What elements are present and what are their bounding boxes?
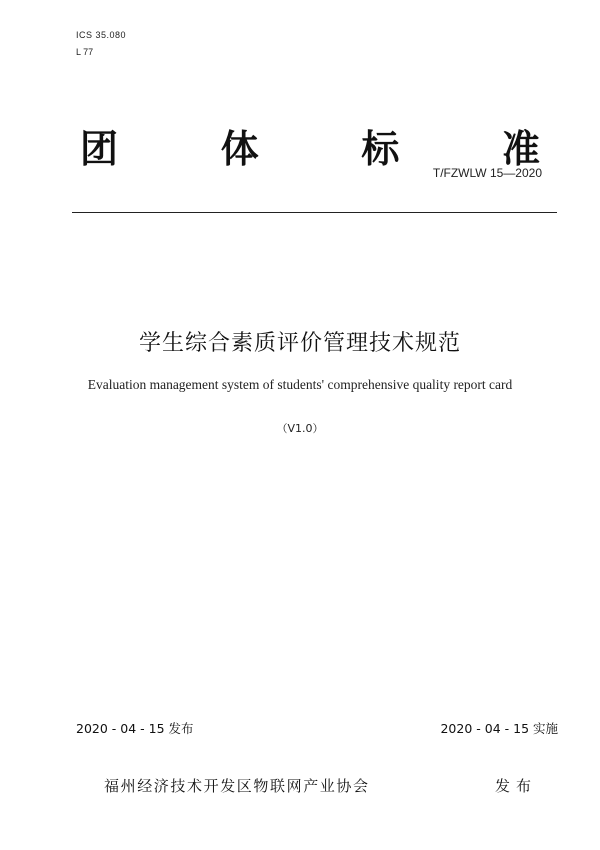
standard-type-heading bbox=[80, 118, 540, 173]
issue-date: 2020 - 04 - 15 发布 bbox=[76, 721, 194, 736]
implementation-date: 2020 - 04 - 15 实施 bbox=[440, 721, 558, 736]
standard-number: T/FZWLW 15—2020 bbox=[432, 166, 542, 180]
document-title-english: Evaluation management system of students' comprehensive quality report card bbox=[87, 377, 513, 392]
header-divider bbox=[72, 212, 557, 213]
publish-label: 发布 bbox=[495, 777, 538, 795]
standard-type-char: 团 bbox=[80, 127, 119, 171]
standard-type-char: 体 bbox=[220, 127, 259, 171]
publisher-name: 福州经济技术开发区物联网产业协会 bbox=[104, 777, 370, 795]
ccs-code: L 77 bbox=[76, 47, 94, 57]
ics-code: ICS 35.080 bbox=[76, 30, 127, 40]
standard-type-char: 标 bbox=[361, 127, 400, 171]
standard-type-char: 准 bbox=[501, 127, 540, 171]
document-version: （V1.0） bbox=[276, 422, 324, 435]
document-title-chinese: 学生综合素质评价管理技术规范 bbox=[138, 331, 461, 356]
